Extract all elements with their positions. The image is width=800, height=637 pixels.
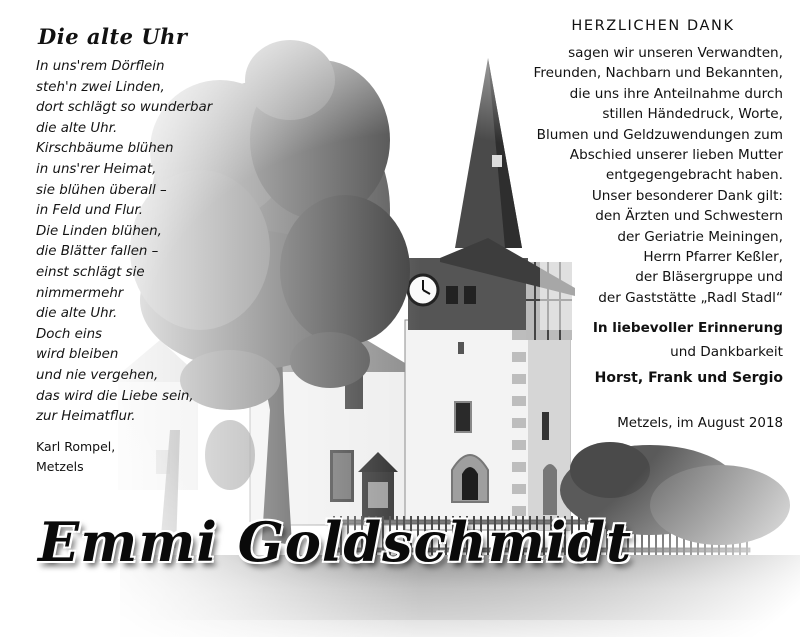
deceased-name: Emmi Goldschmidt bbox=[38, 510, 633, 574]
thanks-heading: HERZLICHEN DANK bbox=[571, 18, 735, 34]
poem-lines bbox=[36, 57, 236, 428]
thanks-block bbox=[483, 18, 783, 431]
thanks-line: Herrn Pfarrer Keßler, bbox=[643, 249, 783, 266]
signers: Horst, Frank und Sergio bbox=[594, 370, 783, 387]
poem-line: In uns'rem Dörflein bbox=[36, 59, 165, 74]
thanks-line: der Gaststätte „Radl Stadl“ bbox=[598, 289, 783, 306]
memory-line-1: In liebevoller Erinnerung bbox=[592, 320, 783, 337]
author-name: Karl Rompel, bbox=[36, 438, 116, 454]
thanks-line: Unser besonderer Dank gilt: bbox=[591, 187, 783, 204]
poem-line: einst schlägt sie bbox=[36, 264, 145, 280]
thanks-lines bbox=[483, 43, 783, 308]
thanks-line: der Geriatrie Meiningen, bbox=[617, 228, 783, 245]
thanks-line: der Bläsergruppe und bbox=[635, 269, 783, 286]
poem-line: Kirschbäume blühen bbox=[36, 141, 174, 157]
thanks-line: stillen Händedruck, Worte, bbox=[602, 106, 783, 123]
poem-line: Doch eins bbox=[36, 326, 103, 342]
poem-line: die Blätter fallen – bbox=[36, 244, 159, 260]
poem-line: wird bleiben bbox=[36, 347, 119, 363]
poem-line: die alte Uhr. bbox=[36, 120, 118, 136]
poem-line: in uns'rer Heimat, bbox=[36, 161, 157, 177]
memory-block bbox=[483, 316, 783, 364]
poem-line: das wird die Liebe sein, bbox=[36, 388, 194, 404]
poem-block bbox=[36, 24, 236, 477]
thanks-line: Blumen und Geldzuwendungen zum bbox=[536, 126, 783, 143]
poem-line: steh'n zwei Linden, bbox=[36, 79, 165, 95]
poem-line: die alte Uhr. bbox=[36, 306, 118, 322]
poem-line: und nie vergehen, bbox=[36, 367, 159, 383]
place-date: Metzels, im August 2018 bbox=[617, 416, 783, 432]
thanks-line: entgegengebracht haben. bbox=[605, 167, 783, 184]
poem-line: zur Heimatflur. bbox=[36, 409, 136, 425]
thanks-line: den Ärzten und Schwestern bbox=[595, 208, 783, 225]
thanks-line: sagen wir unseren Verwandten, bbox=[568, 45, 783, 61]
thanks-line: die uns ihre Anteilnahme durch bbox=[569, 85, 783, 102]
poem-line: dort schlägt so wunderbar bbox=[36, 100, 213, 116]
poem-line: in Feld und Flur. bbox=[36, 203, 144, 219]
poem-line: nimmermehr bbox=[36, 285, 124, 301]
author-place: Metzels bbox=[36, 458, 84, 474]
poem-author bbox=[36, 437, 236, 477]
poem-line: sie blühen überall – bbox=[36, 182, 167, 198]
thanks-line: Abschied unserer lieben Mutter bbox=[569, 147, 783, 164]
thanks-line: Freunden, Nachbarn und Bekannten, bbox=[533, 65, 783, 82]
poem-title: Die alte Uhr bbox=[38, 24, 188, 49]
memory-line-2: und Dankbarkeit bbox=[670, 344, 783, 361]
poem-line: Die Linden blühen, bbox=[36, 223, 162, 239]
